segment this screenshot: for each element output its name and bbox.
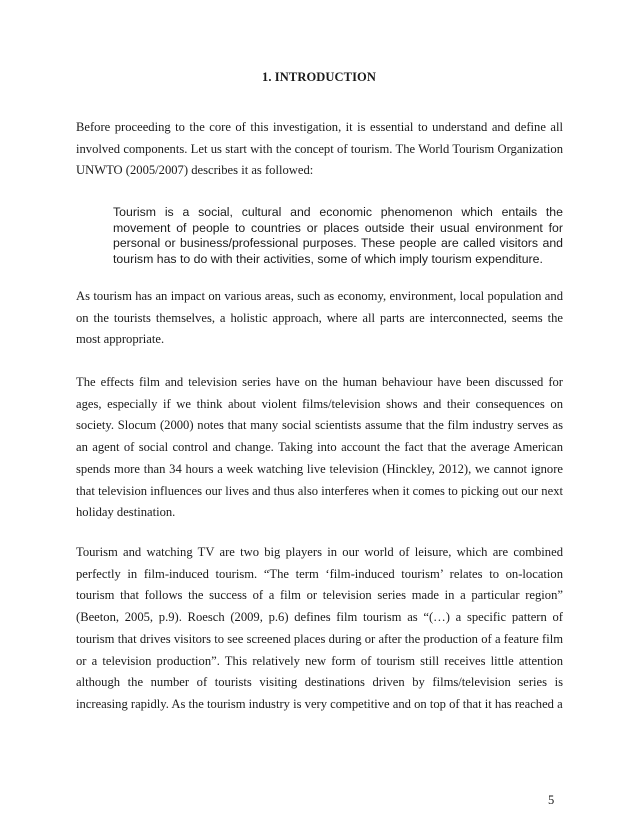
paragraph-holistic: As tourism has an impact on various areas, such as economy, environment, local population and on the tourists themselves, a holistic approach, where all parts are interconnected, seems the most appropriate. (76, 289, 563, 347)
section-heading: 1. INTRODUCTION (261, 70, 376, 84)
block-quote: Tourism is a social, cultural and economic phenomenon which entails the movement of people to countries or places outside their usual environment for personal or business/professional purposes. These people are called visitors and tourism has to do with their activities, some of which imply tourism expenditure. (113, 205, 563, 266)
paragraph-film-effects: The effects film and television series have on the human behaviour have been discussed for ages, especially if we think about violent films/television shows and their consequences on society. Slocum (2000) notes that many social scientists assume that the film industry serves as an agent of social control and change. Taking into account the fact that the average American spends more than 34 hours a week watching live television (Hinckley, 2012), we cannot ignore that television influences our lives and thus also interferes when it comes to picking out our next holiday destination. (76, 375, 563, 520)
paragraph-film-tourism: Tourism and watching TV are two big players in our world of leisure, which are combined perfectly in film-induced tourism. “The term ‘film-induced tourism’ relates to on-location tourism that follows the success of a film or television series made in a particular region” (Beeton, 2005, p.9). Roesch (2009, p.6) defines film tourism as “(…) a specific pattern of tourism that drives visitors to see screened places during or after the production of a feature film or a television production”. This relatively new form of tourism still receives little attention although the number of tourists visiting destinations driven by films/television series is increasing rapidly. As the tourism industry is very competitive and on top of that it has reached a (76, 545, 563, 711)
page-number: 5 (548, 793, 555, 807)
paragraph-intro: Before proceeding to the core of this investigation, it is essential to understand and define all involved components. Let us start with the concept of tourism. The World Tourism Organization UNWTO (2005/2007) describes it as followed: (76, 120, 563, 178)
